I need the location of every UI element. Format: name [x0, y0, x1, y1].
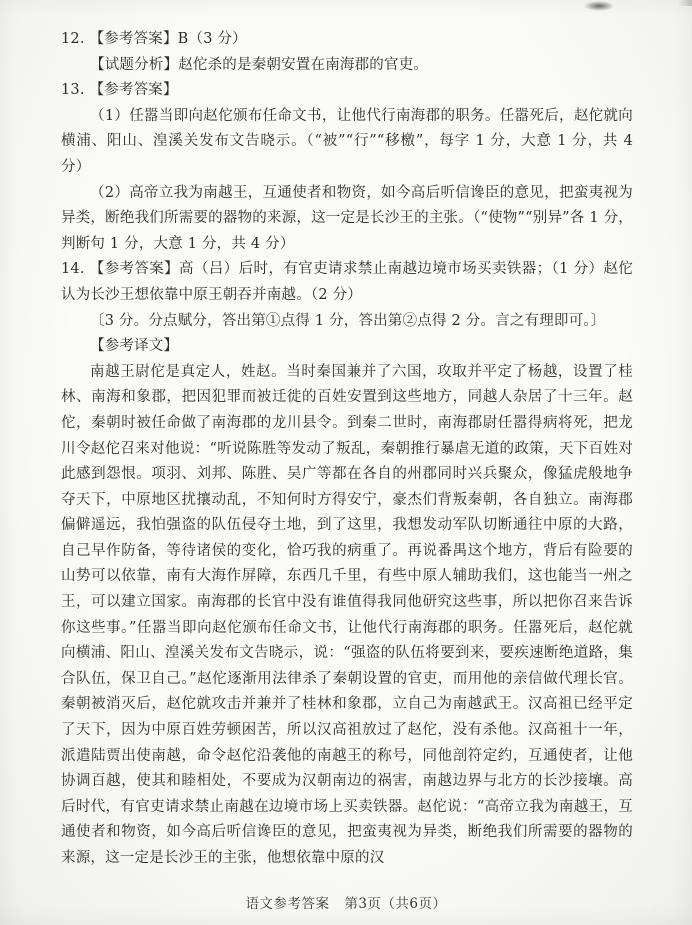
page-footer — [0, 892, 692, 912]
q13-part2-paragraph: （2）高帝立我为南越王，互通使者和物资，如今高后听信谗臣的意见，把蛮夷视为异类，断绝我们所需要的器物的来源，这一定是长沙王的主张。（“使物”“别异”各 1 分，判断句 1 分，大意 1 分，共 4 分） — [61, 184, 633, 252]
footer-page-number: 第3页（共6页） — [344, 896, 447, 912]
q12-answer-line: 12. 【参考答案】B（3 分） — [61, 31, 247, 47]
q13-answer-head: 13. 【参考答案】 — [61, 82, 178, 99]
footer-document-title: 语文参考答案 — [245, 896, 330, 912]
translation-heading: 【参考译文】 — [90, 338, 179, 355]
answer-key-content — [61, 27, 633, 872]
q12-analysis-line: 【试题分析】赵佗杀的是秦朝安置在南海郡的官吏。 — [90, 56, 429, 73]
scan-artifact-smudge — [584, 1, 614, 11]
translation-body-paragraph: 南越王尉佗是真定人，姓赵。当时秦国兼并了六国，攻取并平定了杨越，设置了桂林、南海和象郡，把因犯罪而被迁徙的百姓安置到这些地方，同越人杂居了十三年。赵佗，秦朝时被任命做了南海郡的龙川县令。到秦二世时，南海郡尉任嚣得病将死，把龙川令赵佗召来对他说：“听说陈胜等发动了叛乱，秦朝推行暴虐无道的政策，天下百姓对此感到怨恨。项羽、刘邦、陈胜、吴广等都在各自的州郡同时兴兵聚众，像猛虎般地争夺天下，中原地区扰攘动乱，不知何时方得安宁，豪杰们背叛秦朝，各自独立。南海郡偏僻遥远，我怕强盗的队伍侵夺土地，到了这里，我想发动军队切断通往中原的大路，自己早作防备，等待诸侯的变化，恰巧我的病重了。再说番禺这个地方，背后有险要的山势可以依靠，南有大海作屏障，东西几千里，有些中原人辅助我们，这也能当一州之王，可以建立国家。南海郡的长官中没有谁值得我同他研究这些事，所以把你召来告诉你这些事。”任嚣当即向赵佗颁布任命文书，让他代行南海郡的职务。任嚣死后，赵佗就向横浦、阳山、湟溪关发布文告晓示，说：“强盗的队伍将要到来，要疾速断绝道路，集合队伍，保卫自己。”赵佗逐渐用法律杀了秦朝设置的官吏，而用他的亲信做代理长官。秦朝被消灭后，赵佗就攻击并兼并了桂林和象郡，立自己为南越武王。汉高祖已经平定了天下，因为中原百姓劳顿困苦，所以汉高祖放过了赵佗，没有杀他。汉高祖十一年，派遣陆贾出使南越，命令赵佗沿袭他的南越王的称号，同他剖符定约，互通使者，让他协调百越，使其和睦相处，不要成为汉朝南边的祸害，南越边界与北方的长沙接壤。高后时代，有官吏请求禁止南越在边境市场上买卖铁器。赵佗说：“高帝立我为南越王，互通使者和物资，如今高后听信谗臣的意见，把蛮夷视为异类，断绝我们所需要的器物的来源，这一定是长沙王的主张，他想依靠中原的汉 — [61, 363, 633, 866]
scan-artifact-edge — [678, 0, 692, 6]
q14-answer-paragraph: 14. 【参考答案】高（吕）后时，有官吏请求禁止南越边境市场买卖铁器；（1 分）赵佗认为长沙王想依靠中原王朝吞并南越。（2 分） — [61, 261, 633, 303]
q13-part1-paragraph: （1）任嚣当即向赵佗颁布任命文书，让他代行南海郡的职务。任嚣死后，赵佗就向横浦、阳山、湟溪关发布文告晓示。（“被”“行”“移檄”，每字 1 分，大意 1 分，共 4 分） — [61, 107, 633, 175]
q14-scoring-note: 〔3 分。分点赋分，答出第①点得 1 分，答出第②点得 2 分。言之有理即可。〕 — [90, 312, 606, 329]
